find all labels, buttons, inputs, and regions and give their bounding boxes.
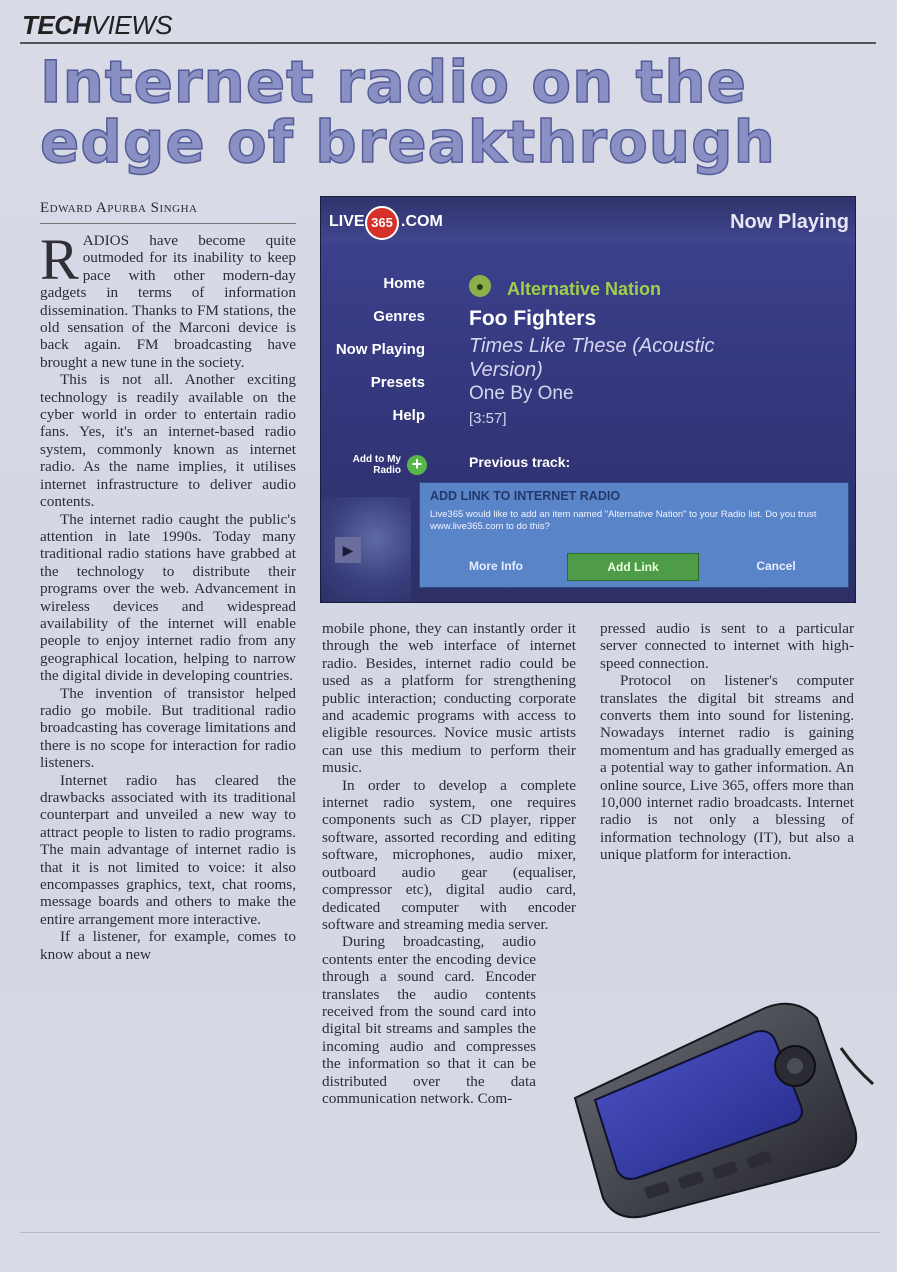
nav-home[interactable]: Home <box>383 275 425 292</box>
dialog-message: Live365 would like to add an item named "Alternative Nation" to your Radio list. Do you trust www.live365.com to do this? <box>430 509 817 532</box>
paragraph: mobile phone, they can instantly order it through the web interface of internet radio. Besides, internet radio could be used as a platform for strengthening public interaction; conducting corporate and academic programs with access to eligible resources. Novice music artists can use this medium to perform their music. <box>322 620 576 777</box>
paragraph: Internet radio has cleared the drawbacks associated with its traditional counterpart and unveiled a new way to attract people to listen to radio programs. The main advantage of internet radio is that it is not limited to voice: it also encompasses graphics, text, chat rooms, message boards and others to make the entire arrangement more interactive. <box>40 771 296 928</box>
song-title: Times Like These (Acoustic Version) <box>469 335 715 381</box>
nav-presets[interactable]: Presets <box>370 374 425 391</box>
track-duration: [3:57] <box>469 410 507 427</box>
paragraph: If a listener, for example, comes to know about a new <box>40 928 296 963</box>
nav-genres[interactable]: Genres <box>373 308 425 325</box>
paragraph: The internet radio caught the public's attention in late 1990s. Today many traditional radio stations have grabbed at the technology to distribute their programs over the web. Advancement in wireless devices and widespread availability of the internet will enable people to enjoy internet radio from any geographical location, helping to narrow the digital divide in developing countries. <box>40 510 296 685</box>
radio-device-illustration <box>555 988 875 1220</box>
cancel-button[interactable]: Cancel <box>756 559 796 573</box>
panel-topbar <box>321 197 855 243</box>
nav-now-playing[interactable]: Now Playing <box>335 341 425 358</box>
logo-com: .COM <box>401 213 443 230</box>
album-title: One By One <box>469 383 574 404</box>
article-column-2 <box>322 620 576 1107</box>
station-icon: ● <box>469 275 491 297</box>
drop-cap: R <box>40 227 79 292</box>
paragraph: Protocol on listener's computer translates the digital bit streams and converts them into sound for listening. Nowadays internet radio is gaining momentum and has gradually emerged as a potential way to gather information. An online source, Live 365, offers more than 10,000 internet radio broadcasts. Internet radio is not only a blessing of information technology (IT), but also a unique platform for interaction. <box>600 672 854 864</box>
article-column-3 <box>600 620 854 864</box>
logo-live: LIVE <box>329 213 365 230</box>
panel-title: Now Playing <box>730 211 849 233</box>
add-link-dialog <box>419 482 849 588</box>
artist-name: Foo Fighters <box>469 307 597 330</box>
paragraph: pressed audio is sent to a particular server connected to internet with high-speed connection. <box>600 620 854 672</box>
headline-line-1: Internet radio on the <box>40 48 747 116</box>
add-to-my-radio-label[interactable]: Add to My Radio <box>352 454 401 476</box>
panel-nav <box>321 267 427 432</box>
nav-help[interactable]: Help <box>392 407 425 424</box>
dialog-title: ADD LINK TO INTERNET RADIO <box>430 489 621 503</box>
paragraph: This is not all. Another exciting technology is readily available on the cyber world in order to entertain radio fans. Yes, it's an internet-based radio system, commonly known as internet radio. As the name implies, it utilises internet infrastructure to deliver audio contents. <box>40 371 296 511</box>
plus-icon[interactable]: + <box>407 455 427 475</box>
station-name: Alternative Nation <box>507 279 662 299</box>
section-tag: TECHVIEWS <box>22 10 173 40</box>
play-icon[interactable]: ▶ <box>335 537 361 563</box>
byline: Edward Apurba Singha <box>40 200 198 216</box>
footer-rule <box>20 1232 880 1233</box>
portable-radio-device-photo <box>555 988 875 1220</box>
add-link-button[interactable]: Add Link <box>567 553 699 581</box>
paragraph: During broadcasting, audio contents enter the encoding device through a sound card. Encoder translates the audio contents received from the sound card into digital bit streams and samples the incoming audio and compresses the information so that it can be distributed over the data communication network. Com- <box>322 933 536 1107</box>
more-info-button[interactable]: More Info <box>469 559 523 573</box>
logo-365: 365 <box>365 206 399 240</box>
paragraph: In order to develop a complete internet radio system, one requires components such as CD player, ripper software, assorted recording and editing software, microphones, audio mixer, outboard audio gear (equaliser, compressor etc), digital audio card, dedicated computer with encoder software and streaming media server. <box>322 776 576 933</box>
byline-rule <box>40 223 296 224</box>
paragraph: RADIOS have become quite outmoded for its inability to keep pace with other modern-day gadgets in terms of information dissemination. Thanks to FM stations, the old sensation of the Marconi device is back again. FM broadcasting have brought a new tune in the society. <box>40 227 296 371</box>
previous-track-label: Previous track: <box>469 454 571 470</box>
headline-line-2: edge of breakthrough <box>40 108 776 176</box>
header-rule <box>20 42 876 44</box>
live365-screenshot <box>320 196 856 603</box>
headline <box>40 48 860 176</box>
paragraph: The invention of transistor helped radio go mobile. But traditional radio broadcasting has coverage limitations and there is no scope for interaction for radio listeners. <box>40 684 296 772</box>
article-column-1 <box>40 227 296 963</box>
